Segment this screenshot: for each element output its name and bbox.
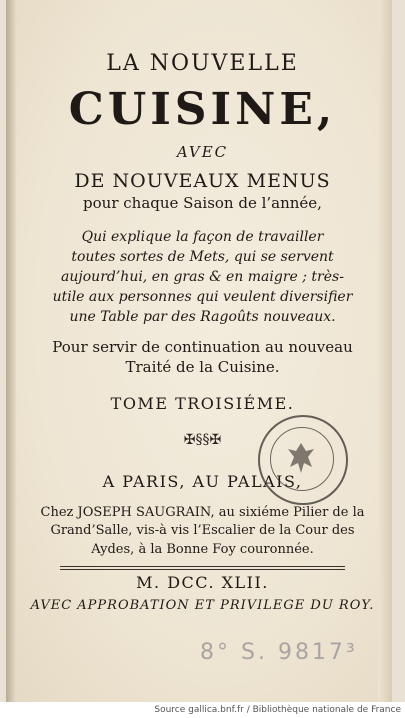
description-line-2: toutes sortes de Mets, qui se servent bbox=[71, 249, 334, 265]
volume-label: TOME TROISIÉME. bbox=[110, 394, 295, 413]
ornament: ✠§§✠ bbox=[183, 432, 222, 448]
imprint-line-3: Aydes, à la Bonne Foy couronnée. bbox=[91, 542, 314, 557]
title-saison: pour chaque Saison de l’année, bbox=[83, 194, 322, 212]
library-stamp bbox=[258, 415, 348, 505]
description-line-3: aujourd’hui, en gras & en maigre ; très- bbox=[61, 269, 344, 285]
privilege-line: AVEC APPROBATION ET PRIVILEGE DU ROY. bbox=[30, 598, 375, 613]
publication-year: M. DCC. XLII. bbox=[136, 573, 269, 592]
description-line-1: Qui explique la façon de travailler bbox=[81, 229, 324, 245]
title-line-1: LA NOUVELLE bbox=[106, 51, 299, 76]
imprint-line-2: Grand’Salle, vis-à vis l’Escalier de la Cour des bbox=[50, 523, 355, 538]
title-main: CUISINE, bbox=[68, 84, 337, 135]
title-avec: AVEC bbox=[176, 143, 229, 161]
continuation-line-1: Pour servir de continuation au nouveau bbox=[52, 338, 353, 356]
source-credit: Source gallica.bnf.fr / Bibliothèque nationale de France bbox=[154, 705, 401, 715]
divider-rule bbox=[60, 566, 345, 567]
title-menus: DE NOUVEAUX MENUS bbox=[74, 170, 331, 192]
description-line-5: une Table par des Ragoûts nouveaux. bbox=[69, 309, 336, 325]
place-of-publication: A PARIS, AU PALAIS, bbox=[102, 472, 303, 491]
description-line-4: utile aux personnes qui veulent diversifier bbox=[52, 289, 353, 305]
continuation-line-2: Traité de la Cuisine. bbox=[125, 358, 280, 376]
divider-rule-thin bbox=[60, 569, 345, 570]
shelfmark: 8° S. 9817³ bbox=[200, 640, 358, 665]
imprint-line-1: Chez JOSEPH SAUGRAIN, au sixiéme Pilier de la bbox=[40, 505, 365, 520]
